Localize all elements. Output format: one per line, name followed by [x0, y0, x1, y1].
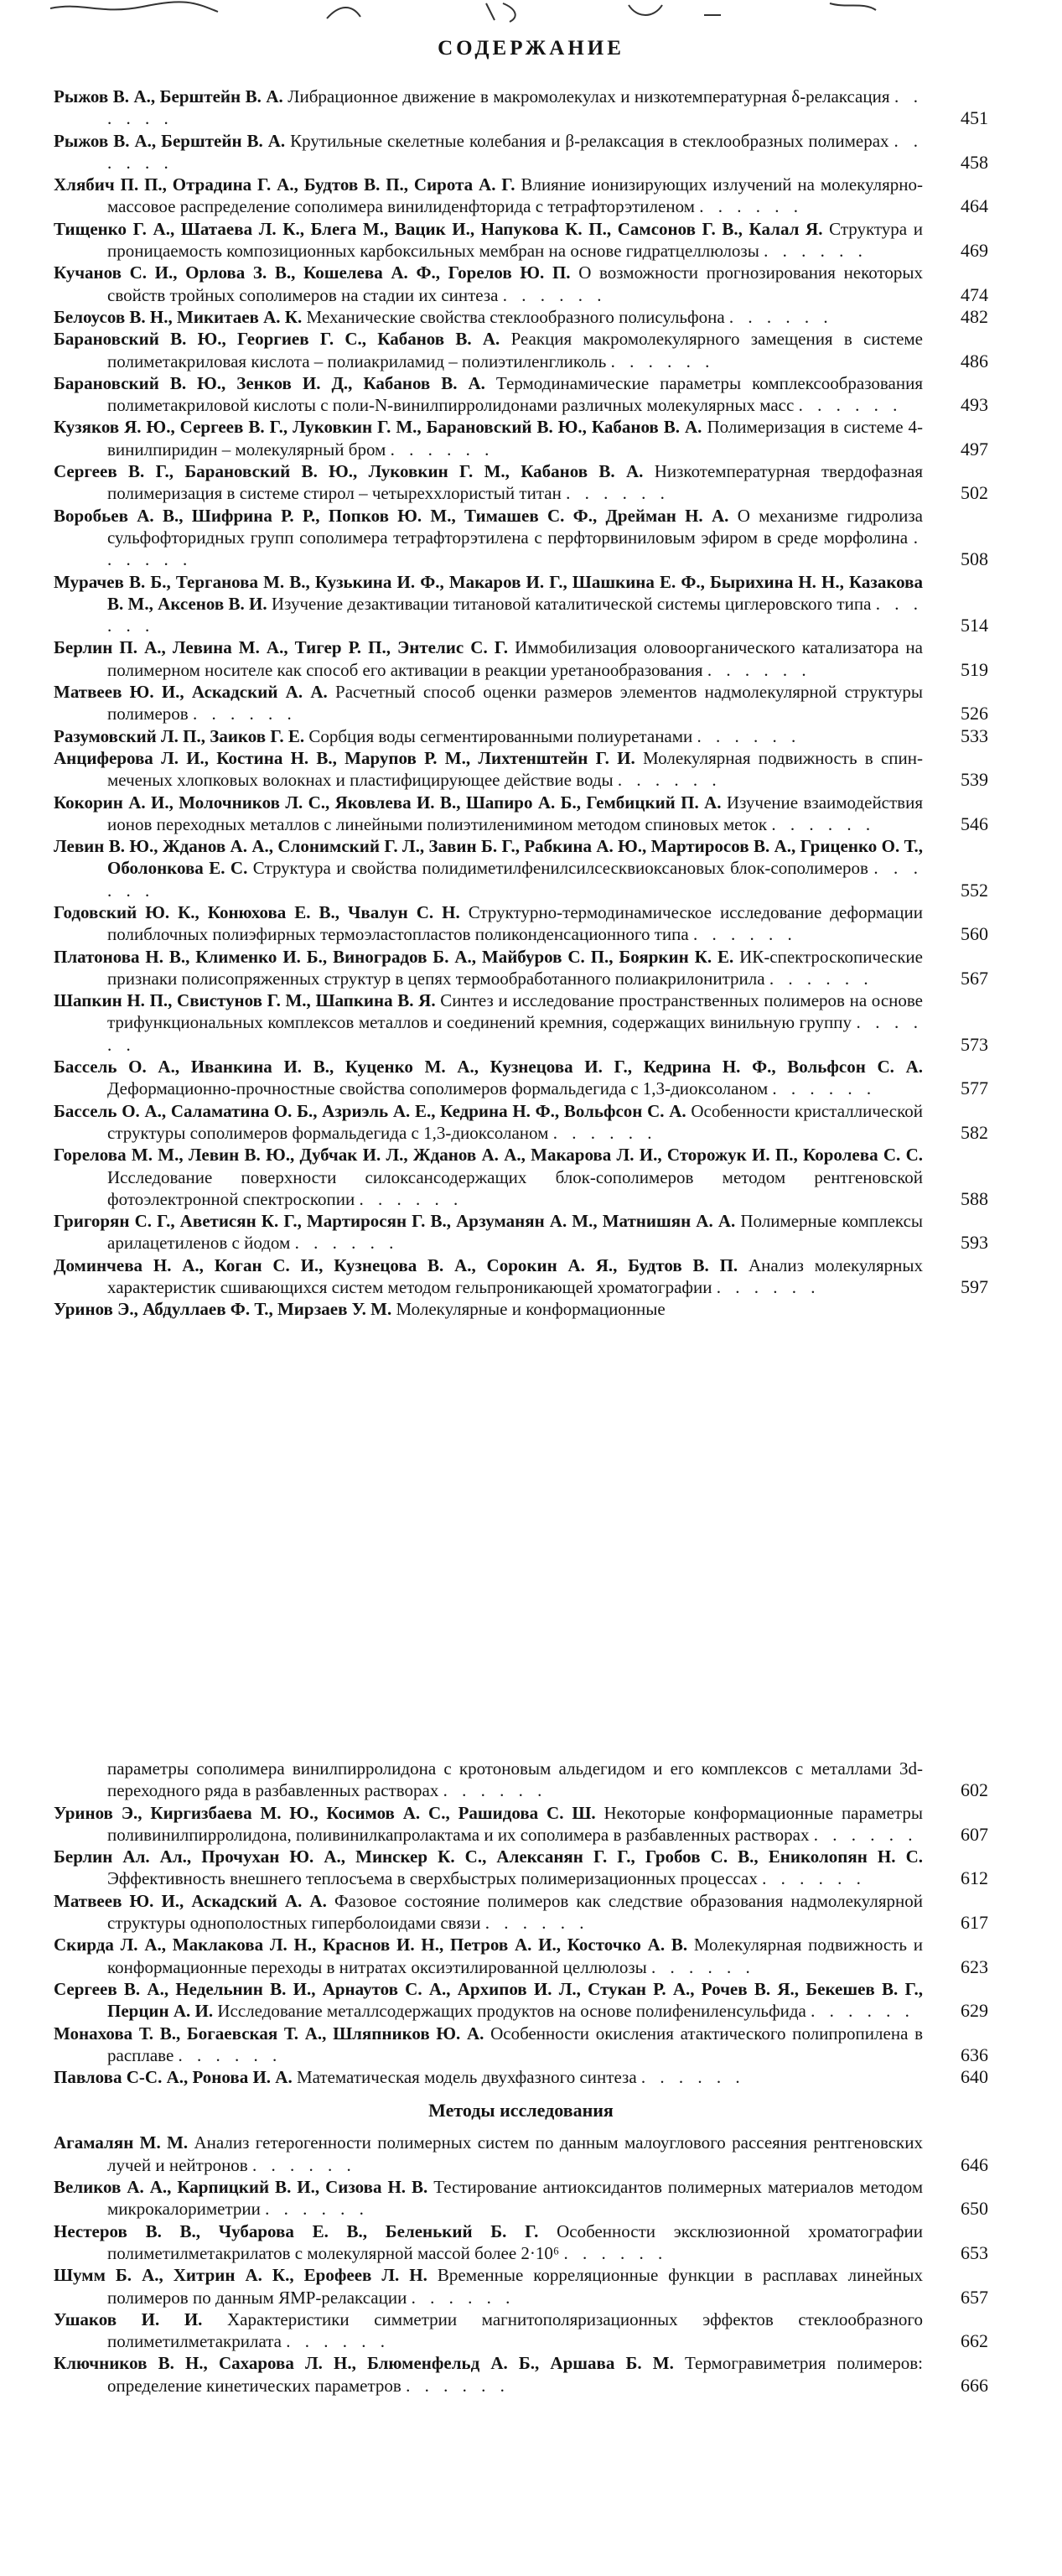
entry-page-number: 458 — [961, 151, 988, 173]
entry-page-number: 519 — [961, 658, 988, 680]
contents-entry — [54, 1144, 988, 1210]
entry-title: Либрационное движение в макромолекулах и низкотемпературная δ-релаксация — [288, 86, 890, 106]
dot-leader: . . . . . . — [443, 1780, 547, 1801]
entry-text — [54, 681, 988, 725]
contents-entry — [54, 1978, 988, 2023]
entry-authors: Матвеев Ю. И., Аскадский А. А. — [54, 1890, 327, 1911]
dot-leader: . . . . . . — [484, 1913, 589, 1934]
dot-leader: . . . . . . — [566, 483, 670, 504]
contents-entry — [54, 1802, 988, 1846]
dot-leader: . . . . . . — [294, 1233, 399, 1254]
dot-leader: . . . . . . — [502, 284, 607, 305]
contents-entry — [54, 901, 988, 946]
entry-authors: Бассель О. А., Иванкина И. В., Куценко М. А., Кузнецова И. Г., Кедрина Н. Ф., Вольфсон С. А. — [54, 1057, 923, 1078]
contents-entry — [54, 681, 988, 725]
entry-text — [54, 262, 988, 306]
entry-page-number: 533 — [961, 724, 988, 746]
entry-title: Изучение взаимодействия ионов переходных металлов с линейными полиэтиленимином методом спиновых меток — [107, 792, 923, 834]
contents-entry — [54, 2066, 988, 2088]
entry-authors: Кучанов С. И., Орлова З. В., Кошелева А. Ф., Горелов Ю. П. — [54, 262, 571, 283]
dot-leader: . . . . . . — [771, 813, 876, 834]
dot-leader: . . . . . . — [107, 1012, 924, 1055]
entry-text — [54, 218, 988, 262]
entry-title: Иммобилизация оловоорганического катализатора на полимерном носителе как способ его активации в реакции уретанообразования — [107, 637, 923, 680]
entry-page-number: 629 — [961, 2000, 988, 2022]
contents-entry — [54, 1210, 988, 1254]
dot-leader: . . . . . . — [811, 2001, 914, 2022]
entry-authors: Бассель О. А., Саламатина О. Б., Азриэль А. Е., Кедрина Н. Ф., Вольфсон С. А. — [54, 1100, 686, 1121]
entry-text — [54, 372, 988, 417]
dot-leader: . . . . . . — [707, 659, 811, 680]
dot-leader: . . . . . . — [107, 86, 924, 129]
entry-page-number: 640 — [961, 2066, 988, 2088]
dot-leader: . . . . . . — [107, 130, 924, 173]
dot-leader: . . . . . . — [699, 196, 803, 217]
entry-title: Молекулярные и конформационные — [396, 1299, 666, 1320]
contents-title: СОДЕРЖАНИЕ — [438, 37, 624, 60]
entry-text — [54, 130, 988, 174]
entry-authors: Барановский В. Ю., Зенков И. Д., Кабанов В. А. — [54, 372, 485, 393]
entry-authors: Шумм Б. А., Хитрин А. К., Ерофеев Л. Н. — [54, 2265, 427, 2286]
dot-leader: . . . . . . — [411, 2287, 515, 2308]
entry-page-number: 646 — [961, 2153, 988, 2175]
entry-title: Математическая модель двухфазного синтеза — [296, 2067, 637, 2088]
entry-title: Крутильные скелетные колебания и β-релаксация в стеклообразных полимерах — [290, 130, 889, 151]
entry-page-number: 482 — [961, 305, 988, 327]
entry-authors: Нестеров В. В., Чубарова Е. В., Беленький Б. Г. — [54, 2220, 539, 2241]
entry-authors: Сергеев В. А., Недельнин В. И., Арнаутов С. А., Архипов И. Л., Стукан Р. А., Рочев В. Я., Бекешев В. Г., Перцин А. И. — [54, 1978, 923, 2022]
entry-title: Молекулярная подвижность и конформационные переходы в нитратах оксиэтилированной целлюлозы — [107, 1935, 923, 1977]
entry-title: Расчетный способ оценки размеров элементов надмолекулярной структуры полимеров — [107, 682, 923, 724]
contents-entry — [54, 86, 988, 130]
entry-text — [54, 1210, 988, 1254]
entry-text — [54, 989, 988, 1056]
entry-title: Реакция макромолекулярного замещения в системе полиметакриловая кислота – полиакриламид – полиэтиленгликоль — [107, 329, 924, 371]
entry-page-number: 623 — [961, 1955, 988, 1977]
entry-page-number: 653 — [961, 2241, 988, 2263]
entry-text — [54, 725, 988, 747]
entry-authors: Горелова М. М., Левин В. Ю., Дубчак И. Л., Жданов А. А., Макарова Л. И., Сторожук И. П., Королева С. С. — [54, 1145, 923, 1166]
entry-authors: Разумовский Л. П., Заиков Г. Е. — [54, 725, 305, 746]
entry-title: ИК-спектроскопические признаки полисопряженных структур в цепях термообработанного полиакрилонитрила — [107, 946, 923, 989]
entry-authors: Григорян С. Г., Аветисян К. Г., Мартиросян Г. В., Арзуманян А. М., Матнишян А. А. — [54, 1211, 736, 1232]
entry-text — [54, 2352, 988, 2397]
entry-text — [54, 1144, 988, 1210]
entry-text — [54, 2132, 988, 2176]
contents-entry — [54, 1254, 988, 1299]
dot-leader: . . . . . . — [563, 2242, 668, 2263]
entry-page-number: 597 — [961, 1276, 988, 1298]
entry-authors: Рыжов В. А., Берштейн В. А. — [54, 130, 286, 151]
entry-page-number: 464 — [961, 195, 988, 217]
entry-title: Особенности кристаллической структуры сополимеров формальдегида с 1,3-диоксоланом — [107, 1100, 923, 1143]
entry-text — [54, 636, 988, 681]
entry-text — [54, 1890, 988, 1935]
entry-authors: Уринов Э., Абдуллаев Ф. Т., Мирзаев У. М. — [54, 1299, 392, 1320]
entry-authors: Анциферова Л. И., Костина Н. В., Марупов Р. М., Лихтенштейн Г. И. — [54, 747, 635, 768]
entry-title: О возможности прогнозирования некоторых свойств тройных сополимеров на стадии их синтеза — [107, 262, 923, 305]
entry-text — [54, 1802, 988, 1846]
dot-leader: . . . . . . — [728, 306, 833, 327]
dot-leader: . . . . . . — [772, 1078, 877, 1099]
entry-page-number: 573 — [961, 1033, 988, 1055]
entry-text — [54, 174, 988, 218]
entry-title: Изучение дезактивации титановой каталитической системы циглеровского типа — [271, 593, 872, 614]
entry-text — [54, 901, 988, 946]
entry-authors: Воробьев А. В., Шифрина Р. Р., Попков Ю. М., Тимашев С. Ф., Дрейман Н. А. — [54, 505, 729, 526]
entry-text — [54, 2264, 988, 2309]
dot-leader: . . . . . . — [265, 2199, 369, 2220]
contents-entry — [54, 946, 988, 990]
contents-entry — [54, 1758, 988, 1802]
contents-entry — [54, 636, 988, 681]
entry-text — [54, 416, 988, 460]
entry-text — [54, 505, 988, 571]
entry-authors: Великов А. А., Карпицкий В. И., Сизова Н. В. — [54, 2177, 428, 2198]
entry-title: Анализ гетерогенности полимерных систем по данным малоуглового рассеяния рентгеновских лучей и нейтронов — [107, 2132, 924, 2175]
entry-title: Исследование поверхности силоксансодержащих блок-сополимеров методом рентгеновской фотоэлектронной спектроскопии — [107, 1166, 923, 1209]
dot-leader: . . . . . . — [716, 1277, 821, 1298]
entry-page-number: 526 — [961, 703, 988, 724]
entry-authors: Белоусов В. Н., Микитаев А. К. — [54, 306, 303, 327]
contents-entry — [54, 416, 988, 460]
entry-page-number: 486 — [961, 350, 988, 371]
entry-authors: Кузяков Я. Ю., Сергеев В. Г., Луковкин Г. М., Барановский В. Ю., Кабанов В. А. — [54, 417, 702, 438]
entry-title: Характеристики симметрии магнитополяризационных эффектов стеклообразного полиметилметакрилата — [107, 2309, 924, 2352]
entry-title: Термодинамические параметры комплексообразования полиметакриловой кислоты с поли-N-винилпирролидонами различных молекулярных масс — [107, 372, 923, 416]
entry-text — [54, 835, 988, 901]
handwritten-scribble — [50, 0, 880, 25]
contents-entry — [54, 835, 988, 901]
contents-entry — [54, 460, 988, 505]
entry-authors: Монахова Т. В., Богаевская Т. А., Шляпников Ю. А. — [54, 2023, 484, 2044]
contents-entry — [54, 130, 988, 174]
entry-text — [54, 1056, 988, 1100]
entry-page-number: 497 — [961, 438, 988, 460]
dot-leader: . . . . . . — [762, 1868, 866, 1889]
contents-entry — [54, 262, 988, 306]
contents-list-part2 — [54, 1758, 988, 2397]
entry-title: Временные корреляционные функции в расплавах линейных полимеров по данным ЯМР-релаксации — [107, 2265, 924, 2308]
entry-authors: Шапкин Н. П., Свистунов Г. М., Шапкина В. Я. — [54, 990, 436, 1011]
entry-page-number: 617 — [961, 1912, 988, 1934]
entry-page-number: 577 — [961, 1078, 988, 1099]
entry-text — [54, 571, 988, 637]
entry-authors: Мурачев В. Б., Терганова М. В., Кузькина И. Ф., Макаров И. Г., Шашкина Е. Ф., Бырихина Н. Н., Казакова В. М., Аксенов В. И. — [54, 571, 923, 614]
entry-text — [54, 2066, 988, 2088]
entry-page-number: 567 — [961, 967, 988, 989]
entry-authors: Тищенко Г. А., Шатаева Л. К., Блега М., Вацик И., Напукова К. П., Самсонов Г. В., Калал Я. — [54, 218, 823, 239]
contents-entry — [54, 2352, 988, 2397]
dot-leader: . . . . . . — [359, 1188, 464, 1209]
dot-leader: . . . . . . — [813, 1824, 918, 1845]
contents-entry — [54, 2309, 988, 2353]
entry-text — [54, 1298, 988, 1320]
entry-text — [54, 2023, 988, 2067]
entry-text — [54, 328, 988, 372]
entry-title: Некоторые конформационные параметры поливинилпирролидона, поливинилкапролактама и их сополимера в разбавленных растворах — [107, 1802, 923, 1845]
entry-title: параметры сополимера винилпирролидона с кротоновым альдегидом и его комплексов с металлами 3d-переходного ряда в разбавленных растворах — [107, 1758, 923, 1801]
entry-page-number: 593 — [961, 1232, 988, 1254]
entry-authors: Хлябич П. П., Отрадина Г. А., Будтов В. П., Сирота А. Г. — [54, 174, 515, 195]
entry-title: Особенности эксклюзионной хроматографии полиметилметакрилатов с молекулярной массой более 2·10⁶ — [107, 2220, 924, 2263]
dot-leader: . . . . . . — [651, 1956, 755, 1977]
entry-authors: Сергеев В. Г., Барановский В. Ю., Луковкин Г. М., Кабанов В. А. — [54, 461, 644, 482]
entry-authors: Платонова Н. В., Клименко И. Б., Виноградов Б. А., Майбуров С. П., Бояркин К. Е. — [54, 946, 734, 967]
entry-page-number: 451 — [961, 107, 988, 129]
entry-page-number: 552 — [961, 879, 988, 901]
dot-leader: . . . . . . — [697, 725, 801, 746]
dot-leader: . . . . . . — [610, 351, 715, 371]
entry-title: Структура и проницаемость композиционных карбоксильных мембран на основе гидратцеллюлозы — [107, 218, 923, 262]
entry-text — [54, 1934, 988, 1978]
entry-title: Исследование металлсодержащих продуктов на основе полифениленсульфида — [217, 2001, 806, 2022]
contents-entry — [54, 174, 988, 218]
entry-text — [54, 792, 988, 836]
entry-page-number: 602 — [961, 1779, 988, 1801]
contents-entry — [54, 218, 988, 262]
entry-title: Фазовое состояние полимеров как следствие образования надмолекулярной структуры однополостных гиперболоидами связи — [107, 1890, 923, 1934]
contents-entry — [54, 725, 988, 747]
contents-entry — [54, 1100, 988, 1145]
contents-entry — [54, 571, 988, 637]
section-heading: Методы исследования — [428, 2100, 614, 2122]
contents-entry — [54, 792, 988, 836]
dot-leader: . . . . . . — [764, 241, 868, 262]
entry-text — [54, 747, 988, 792]
entry-text — [54, 460, 988, 505]
entry-title: Термогравиметрия полимеров: определение кинетических параметров — [107, 2353, 924, 2396]
entry-text — [54, 2309, 988, 2353]
dot-leader: . . . . . . — [107, 527, 923, 570]
entry-text — [54, 1846, 988, 1890]
entry-title: Полимерные комплексы арилацетиленов с йодом — [107, 1211, 924, 1254]
contents-entry — [54, 2132, 988, 2176]
entry-page-number: 493 — [961, 394, 988, 416]
entry-title: Сорбция воды сегментированными полиуретанами — [308, 725, 693, 746]
entry-text — [54, 306, 988, 328]
contents-entry — [54, 989, 988, 1056]
entry-title: Эффективность внешнего теплосъема в сверхбыстрых полимеризационных процессах — [107, 1868, 758, 1889]
entry-title: Особенности окисления атактического полипропилена в расплаве — [107, 2023, 923, 2065]
entry-title: Структурно-термодинамическое исследование деформации полиблочных полиэфирных термоэластопластов поликонденсационного типа — [107, 901, 923, 945]
dot-leader: . . . . . . — [640, 2067, 745, 2088]
contents-entry — [54, 1890, 988, 1935]
entry-title: Структура и свойства полидиметилфенилсилсесквиоксановых блок-сополимеров — [252, 858, 868, 879]
contents-entry — [54, 1846, 988, 1890]
entry-text — [54, 1254, 988, 1299]
dot-leader: . . . . . . — [390, 439, 495, 460]
contents-entry — [54, 505, 988, 571]
contents-entry — [54, 2220, 988, 2265]
entry-title: Молекулярная подвижность в спин-меченых хлопковых волокнах и пластифицирующее действие воды — [107, 747, 924, 791]
entry-page-number: 662 — [961, 2330, 988, 2352]
dot-leader: . . . . . . — [178, 2044, 282, 2065]
entry-page-number: 474 — [961, 283, 988, 305]
entry-page-number: 650 — [961, 2198, 988, 2220]
entry-text — [54, 946, 988, 990]
contents-entry — [54, 306, 988, 328]
entry-text — [54, 2176, 988, 2220]
entry-authors: Скирда Л. А., Маклакова Л. Н., Краснов И. Н., Петров А. И., Косточко А. В. — [54, 1935, 688, 1955]
entry-page-number: 469 — [961, 240, 988, 262]
contents-entry — [54, 328, 988, 372]
entry-title: О механизме гидролиза сульфофторидных групп сополимера тетрафторэтилена с перфторвиниловым эфиром в среде морфолина — [107, 505, 923, 548]
entry-page-number: 508 — [961, 548, 988, 570]
entry-authors: Доминчева Н. А., Коган С. И., Кузнецова В. А., Сорокин А. Я., Будтов В. П. — [54, 1254, 738, 1275]
contents-entry — [54, 1934, 988, 1978]
entry-page-number: 666 — [961, 2374, 988, 2396]
entry-title: Механические свойства стеклообразного полисульфона — [306, 306, 725, 327]
entry-page-number: 636 — [961, 2044, 988, 2065]
entry-title: Деформационно-прочностные свойства сополимеров формальдегида с 1,3-диоксоланом — [107, 1078, 769, 1099]
entry-authors: Матвеев Ю. И., Аскадский А. А. — [54, 682, 328, 703]
contents-entry — [54, 1056, 988, 1100]
dot-leader: . . . . . . — [692, 924, 797, 945]
entry-authors: Рыжов В. А., Берштейн В. А. — [54, 86, 283, 106]
entry-page-number: 502 — [961, 482, 988, 504]
dot-leader: . . . . . . — [769, 968, 873, 989]
entry-title: Тестирование антиоксидантов полимерных материалов методом микрокалориметрии — [107, 2177, 923, 2220]
entry-authors: Агамалян М. М. — [54, 2132, 189, 2153]
contents-list-part1 — [54, 86, 988, 1321]
entry-authors: Ушаков И. И. — [54, 2309, 203, 2329]
dot-leader: . . . . . . — [192, 704, 297, 724]
dot-leader: . . . . . . — [798, 395, 903, 416]
dot-leader: . . . . . . — [406, 2375, 510, 2396]
entry-page-number: 560 — [961, 923, 988, 945]
entry-page-number: 539 — [961, 769, 988, 791]
entry-title: Полимеризация в системе 4-винилпиридин – молекулярный бром — [107, 417, 924, 460]
entry-authors: Берлин Ал. Ал., Прочухан Ю. А., Минскер К. С., Алексанян Г. Г., Гробов С. В., Ениколопян Н. С. — [54, 1846, 923, 1867]
entry-page-number: 546 — [961, 813, 988, 834]
dot-leader: . . . . . . — [552, 1122, 657, 1143]
entry-text — [54, 1978, 988, 2023]
dot-leader: . . . . . . — [107, 593, 924, 636]
entry-authors: Годовский Ю. К., Конюхова Е. В., Чвалун С. Н. — [54, 901, 460, 922]
entry-authors: Берлин П. А., Левина М. А., Тигер Р. П., Энтелис С. Г. — [54, 637, 509, 658]
contents-entry — [54, 747, 988, 792]
entry-text — [54, 86, 988, 130]
dot-leader: . . . . . . — [286, 2331, 391, 2352]
entry-authors: Уринов Э., Киргизбаева М. Ю., Косимов А. С., Рашидова С. Ш. — [54, 1802, 596, 1823]
contents-entry — [54, 2264, 988, 2309]
entry-title: Низкотемпературная твердофазная полимеризация в системе стирол – четыреххлористый титан — [107, 461, 923, 504]
entry-text — [54, 1100, 988, 1145]
entry-authors: Кокорин А. И., Молочников Л. С., Яковлева И. В., Шапиро А. Б., Гембицкий П. А. — [54, 792, 722, 813]
dot-leader: . . . . . . — [617, 770, 722, 791]
entry-page-number: 607 — [961, 1823, 988, 1845]
entry-page-number: 582 — [961, 1121, 988, 1143]
contents-entry — [54, 1298, 988, 1320]
entry-authors: Ключников В. Н., Сахарова Л. Н., Блюменфельд А. Б., Аршава Б. М. — [54, 2353, 674, 2374]
entry-title: Влияние ионизирующих излучений на молекулярно-массовое распределение сополимера винилиденфторида с тетрафторэтиленом — [107, 174, 923, 217]
contents-entry — [54, 2176, 988, 2220]
entry-page-number: 657 — [961, 2286, 988, 2308]
entry-page-number: 612 — [961, 1867, 988, 1889]
entry-page-number: 588 — [961, 1187, 988, 1209]
contents-entry — [54, 372, 988, 417]
contents-entry — [54, 2023, 988, 2067]
dot-leader: . . . . . . — [251, 2154, 356, 2175]
dot-leader: . . . . . . — [107, 858, 923, 901]
entry-authors: Барановский В. Ю., Георгиев Г. С., Кабанов В. А. — [54, 329, 500, 350]
entry-title: Синтез и исследование пространственных полимеров на основе трифункциональных комплексов металлов и соединений кремния, содержащих винильную группу — [107, 990, 924, 1033]
entry-authors: Павлова С-С. А., Ронова И. А. — [54, 2067, 293, 2088]
entry-title: Анализ молекулярных характеристик сшивающихся систем методом гельпроникающей хроматографии — [107, 1254, 923, 1298]
entry-authors: Левин В. Ю., Жданов А. А., Слонимский Г. Л., Завин Б. Г., Рабкина А. Ю., Мартиросов В. А., Гриценко О. Т., Оболонкова Е. С. — [54, 836, 923, 879]
entry-text — [54, 2220, 988, 2265]
entry-page-number: 514 — [961, 615, 988, 636]
entry-text — [54, 1758, 988, 1802]
